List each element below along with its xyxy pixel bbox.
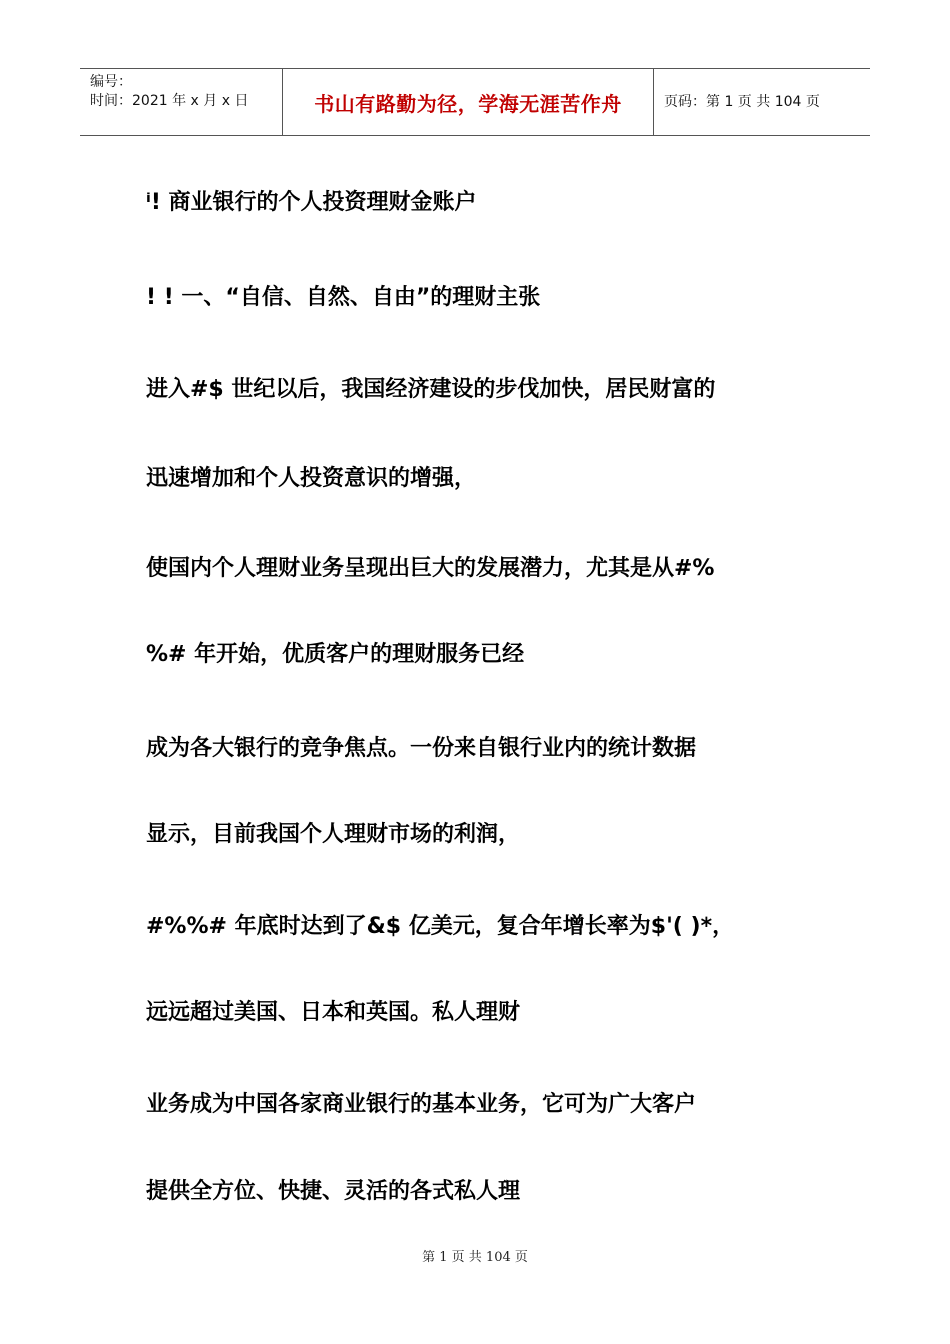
paragraph-line: 业务成为中国各家商业银行的基本业务，它可为广大客户: [146, 1092, 697, 1117]
document-title: ⁱ! 商业银行的个人投资理财金账户: [146, 190, 477, 215]
section-heading: ! ! 一、“自信、自然、自由”的理财主张: [146, 285, 541, 310]
header-motto: 书山有路勤为径，学海无涯苦作舟: [314, 91, 622, 116]
document-header: [80, 68, 870, 136]
paragraph-line: 成为各大银行的竞争焦点。一份来自银行业内的统计数据: [146, 736, 697, 761]
header-meta-cell: [80, 69, 282, 135]
paragraph-line: %# 年开始，优质客户的理财服务已经: [146, 642, 525, 667]
document-code-label: 编号：: [90, 74, 132, 90]
header-page-cell: [654, 69, 870, 135]
paragraph-line: #%%# 年底时达到了&$ 亿美元，复合年增长率为$'( )*，: [146, 914, 735, 939]
document-date-label: 时间：2021 年 x 月 x 日: [90, 93, 249, 109]
page-footer: 第 1 页 共 104 页: [422, 1250, 528, 1265]
paragraph-line: 显示，目前我国个人理财市场的利润，: [146, 822, 521, 847]
header-page-number: 页码：第 1 页 共 104 页: [664, 93, 820, 110]
paragraph-line: 远远超过美国、日本和英国。私人理财: [146, 1000, 521, 1025]
paragraph-line: 迅速增加和个人投资意识的增强，: [146, 466, 477, 491]
header-motto-cell: [282, 69, 654, 135]
paragraph-line: 使国内个人理财业务呈现出巨大的发展潜力，尤其是从#%: [146, 556, 715, 581]
paragraph-line: 进入#$ 世纪以后，我国经济建设的步伐加快，居民财富的: [146, 377, 716, 402]
paragraph-line: 提供全方位、快捷、灵活的各式私人理: [146, 1179, 521, 1204]
